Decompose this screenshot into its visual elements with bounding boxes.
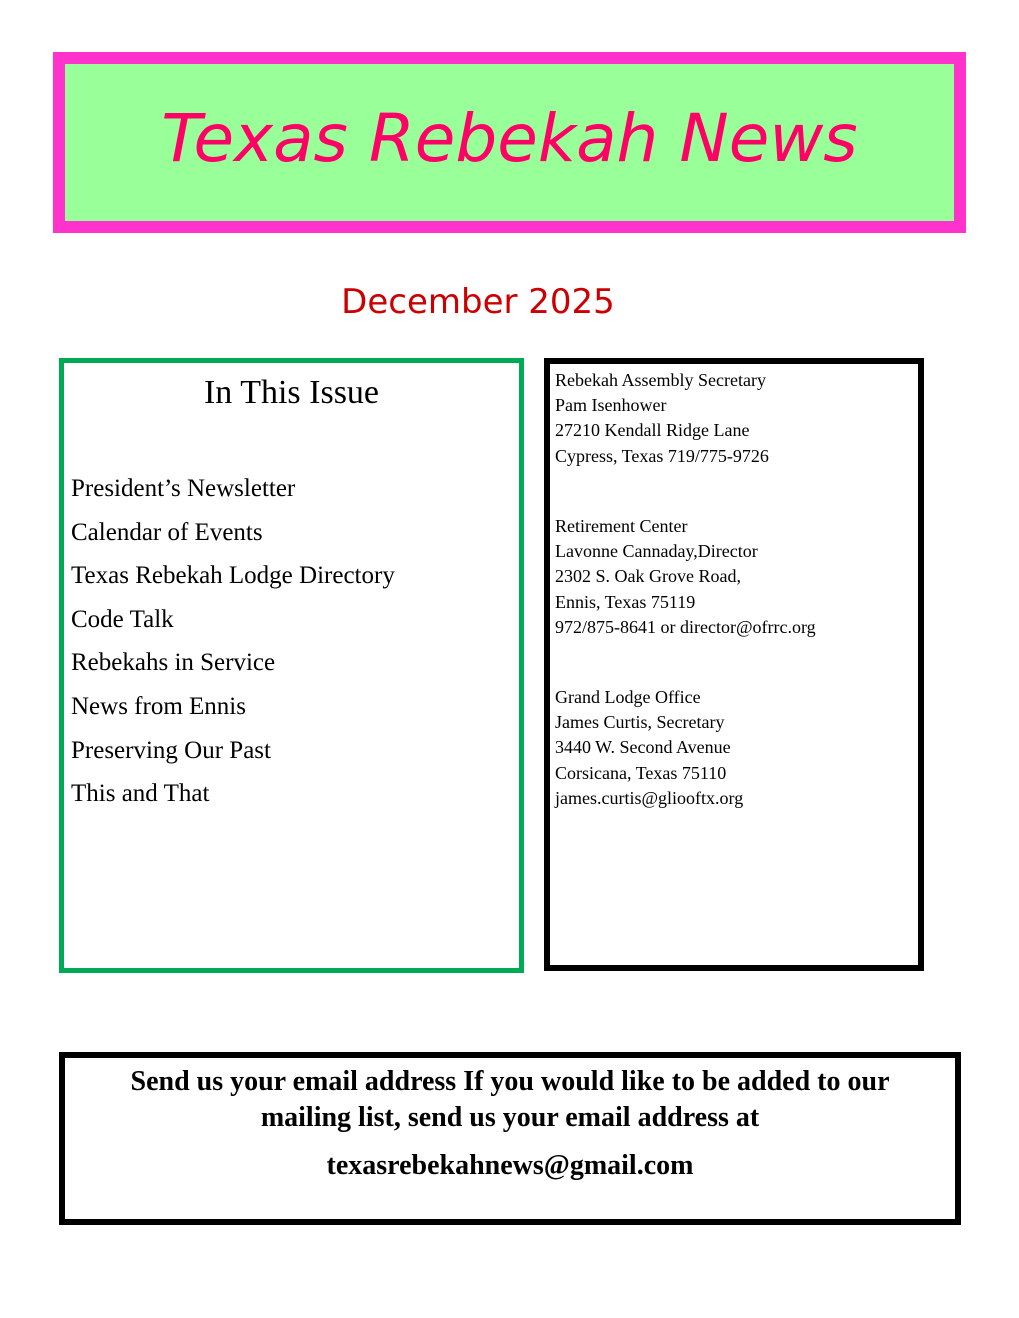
masthead-title: Texas Rebekah News — [161, 100, 858, 177]
in-this-issue-box — [59, 358, 524, 973]
contact-line: Corsicana, Texas 75110 — [555, 762, 727, 783]
contact-line: 27210 Kendall Ridge Lane — [555, 420, 750, 441]
issue-item-rebekahs-in-service: Rebekahs in Service — [71, 649, 276, 677]
contacts-box — [544, 358, 924, 971]
contact-line: 2302 S. Oak Grove Road, — [555, 566, 741, 587]
contact-retirement-center — [555, 514, 816, 640]
email-signup-box — [59, 1052, 961, 1225]
contact-line: Cypress, Texas 719/775-9726 — [555, 445, 769, 466]
issue-date: December 2025 — [341, 282, 615, 322]
contact-line: james.curtis@gliooftx.org — [555, 787, 744, 808]
issue-item-preserving-our-past: Preserving Our Past — [71, 736, 271, 764]
contact-line: Ennis, Texas 75119 — [555, 591, 696, 612]
in-this-issue-list — [71, 467, 395, 816]
masthead-banner — [53, 52, 966, 233]
issue-item-news-from-ennis: News from Ennis — [71, 692, 246, 720]
contact-grand-lodge-office — [555, 685, 743, 811]
email-address: texasrebekahnews@gmail.com — [326, 1150, 694, 1181]
contact-line: 972/875-8641 or director@ofrrc.org — [555, 616, 816, 637]
contact-line: 3440 W. Second Avenue — [555, 737, 731, 758]
contact-line: James Curtis, Secretary — [555, 712, 725, 733]
issue-item-code-talk: Code Talk — [71, 605, 174, 633]
contact-assembly-secretary — [555, 368, 769, 469]
contact-line: Rebekah Assembly Secretary — [555, 370, 766, 390]
contact-line: Retirement Center — [555, 516, 688, 536]
issue-item-calendar-of-events: Calendar of Events — [71, 518, 263, 546]
contact-line: Pam Isenhower — [555, 395, 667, 416]
email-signup-text: Send us your email address If you would like to be added to our mailing list, send us your email address at — [130, 1066, 890, 1133]
contact-line: Lavonne Cannaday,Director — [555, 541, 758, 562]
contact-line: Grand Lodge Office — [555, 687, 701, 707]
in-this-issue-heading: In This Issue — [203, 374, 380, 411]
issue-item-this-and-that: This and That — [71, 780, 210, 808]
issue-item-lodge-directory: Texas Rebekah Lodge Directory — [71, 562, 395, 590]
issue-item-presidents-newsletter: President’s Newsletter — [71, 475, 296, 502]
